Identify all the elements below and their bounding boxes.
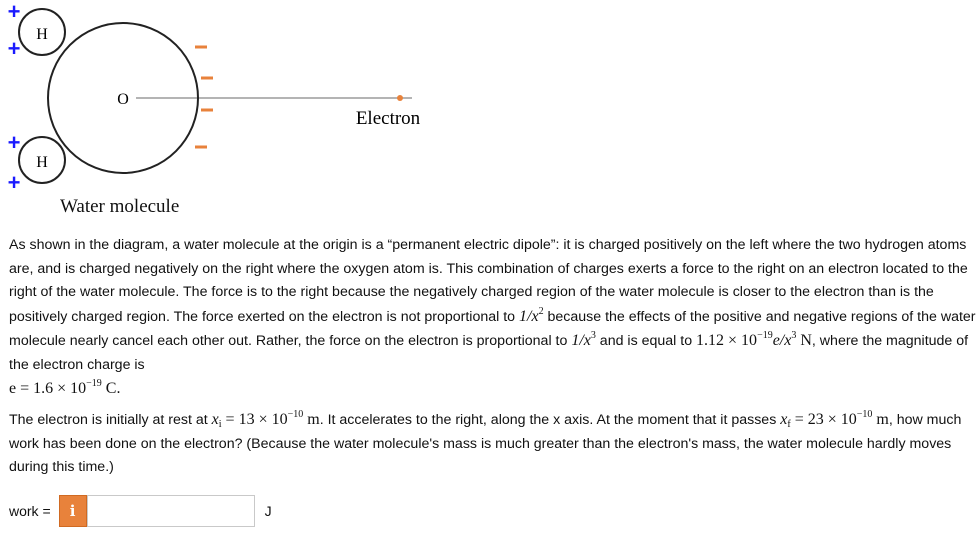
hydrogen-bottom-label: H — [36, 154, 48, 171]
electron-dot — [397, 95, 403, 101]
work-unit: J — [264, 503, 272, 519]
electron-label: Electron — [355, 108, 421, 129]
oxygen-label: O — [117, 91, 129, 108]
plus-charge: + — [7, 36, 21, 61]
plus-charge: + — [7, 130, 21, 155]
hydrogen-top-label: H — [36, 26, 48, 43]
answer-row — [9, 494, 272, 528]
info-icon[interactable]: i — [59, 495, 87, 527]
work-input[interactable] — [87, 495, 255, 527]
diagram-caption: Water molecule — [60, 196, 180, 217]
plus-charge: + — [7, 0, 21, 24]
problem-paragraph-2: The electron is initially at rest at $x_i = 13 \times 10^{-10}$ m. It accelerates to the right, along the x axis. At the moment that it passes $x_f = 23 \times 10^{-10}$ m, how much work has been done on the electron? (Because the water molecule's mass is much greater than the electron's mass, the water molecule hardly moves during this time.) — [9, 409, 962, 475]
problem-paragraph-1: As shown in the diagram, a water molecule at the origin is a “permanent electric dipole”: it is charged positively on the left where the two hydrogen atoms are, and is charged negatively on the right where the oxygen atom is. This combination of charges exerts a force to the right on an electron located to the right of the water molecule. The force is to the right because the negatively charged region of the water molecule is closer to the electron than is the positively charged region. The force exerted on the electron is not proportional to $1/x^2$ because the effects of the positive and negative regions of the water molecule nearly cancel each other out. Rather, the force on the electron is proportional to $1/x^3$ and is equal to $1.12 \times 10^{-19}e/x^3$ N, where the magnitude of the electron charge is $e = 1.6 \times 10^{-19}$ C. — [9, 237, 976, 397]
work-label: work = — [9, 503, 51, 519]
plus-charge: + — [7, 170, 21, 195]
